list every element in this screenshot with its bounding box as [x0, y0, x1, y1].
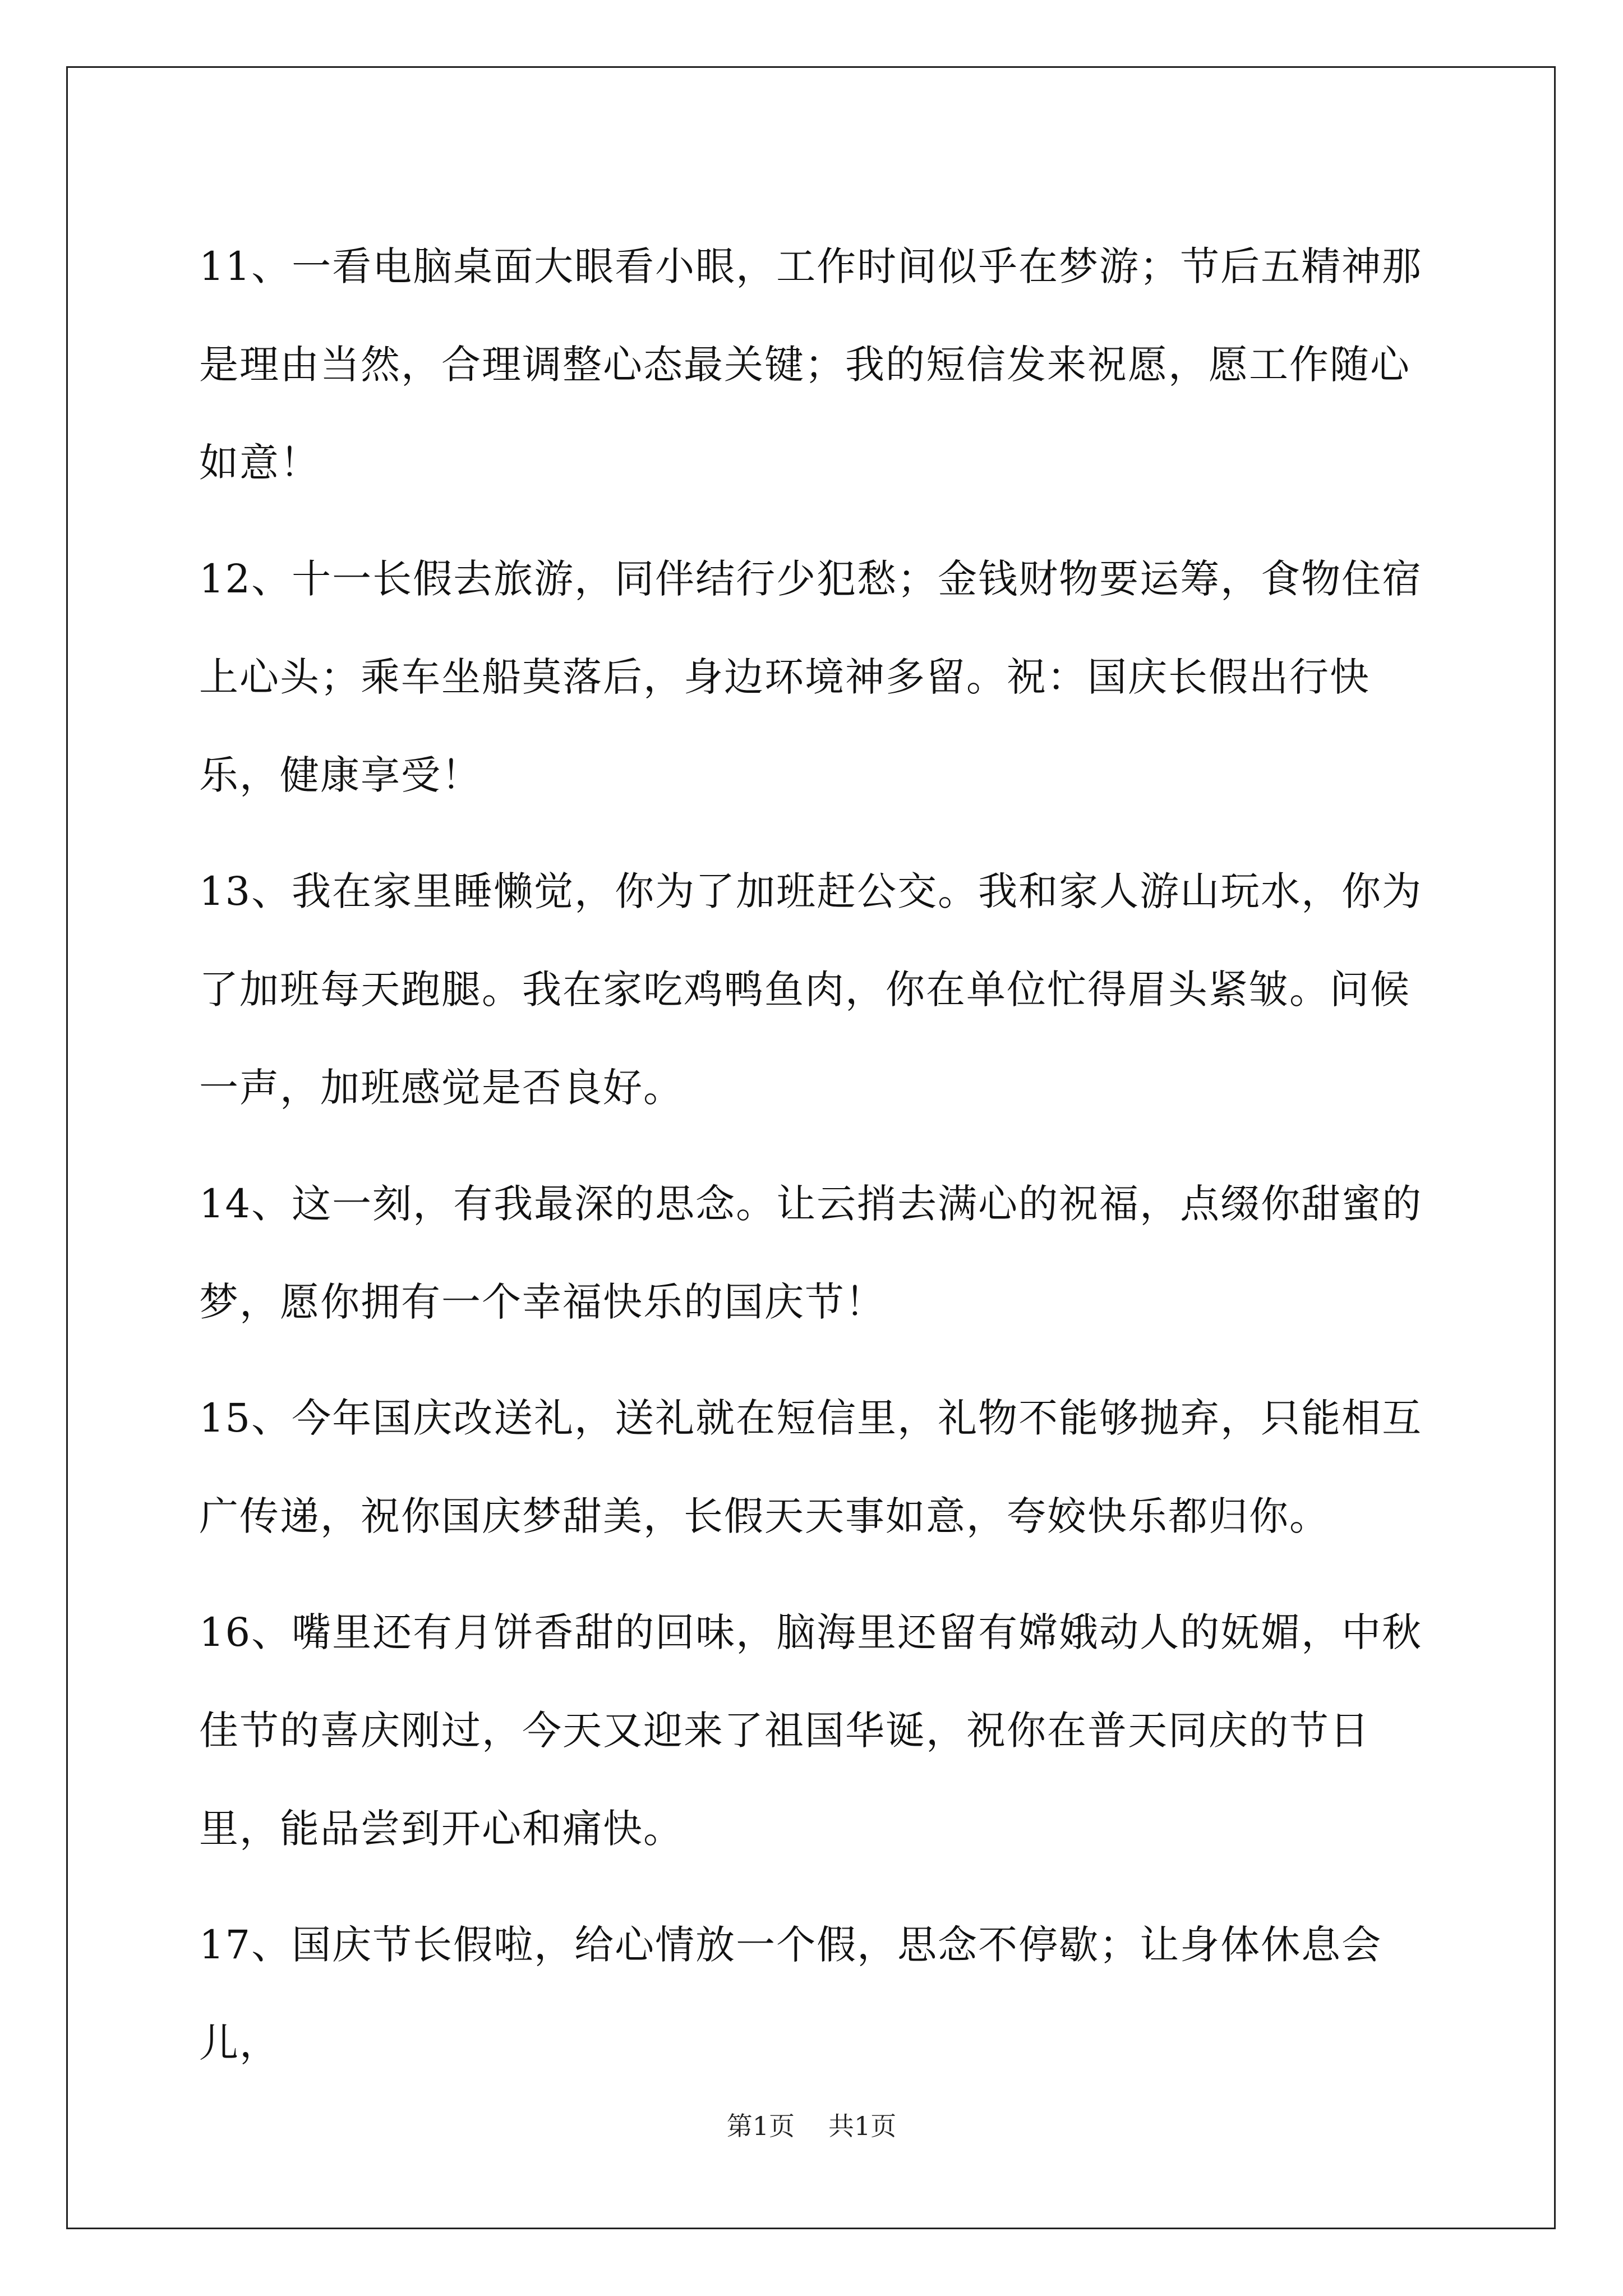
- paragraph-12: 12、十一长假去旅游，同伴结行少犯愁；金钱财物要运筹，食物住宿上心头；乘车坐船莫落后，身边环境神多留。祝：国庆长假出行快乐，健康享受！: [199, 556, 1423, 798]
- page-number-current: 第1页: [726, 2111, 795, 2141]
- paragraph-11: 11、一看电脑桌面大眼看小眼，工作时间似乎在梦游；节后五精神那是理由当然，合理调整心态最关键；我的短信发来祝愿，愿工作随心如意！: [199, 243, 1423, 486]
- paragraph-16: 16、嘴里还有月饼香甜的回味，脑海里还留有嫦娥动人的妩媚，中秋佳节的喜庆刚过，今天又迎来了祖国华诞，祝你在普天同庆的节日里，能品尝到开心和痛快。: [199, 1609, 1423, 1852]
- paragraph-13: 13、我在家里睡懒觉，你为了加班赶公交。我和家人游山玩水，你为了加班每天跑腿。我在家吃鸡鸭鱼肉，你在单位忙得眉头紧皱。问候一声，加班感觉是否良好。: [199, 868, 1423, 1111]
- paragraph-15: 15、今年国庆改送礼，送礼就在短信里，礼物不能够抛弃，只能相互广传递，祝你国庆梦甜美，长假天天事如意，夸姣快乐都归你。: [199, 1395, 1423, 1539]
- document-body: [199, 218, 1444, 2110]
- paragraph-17: 17、国庆节长假啦，给心情放一个假，思念不停歇；让身体休息会儿，: [199, 1922, 1382, 2066]
- page-footer: [0, 2109, 1623, 2143]
- page-number-total: 共1页: [828, 2111, 897, 2141]
- paragraph-14: 14、这一刻，有我最深的思念。让云捎去满心的祝福，点缀你甜蜜的梦，愿你拥有一个幸福快乐的国庆节！: [199, 1181, 1423, 1325]
